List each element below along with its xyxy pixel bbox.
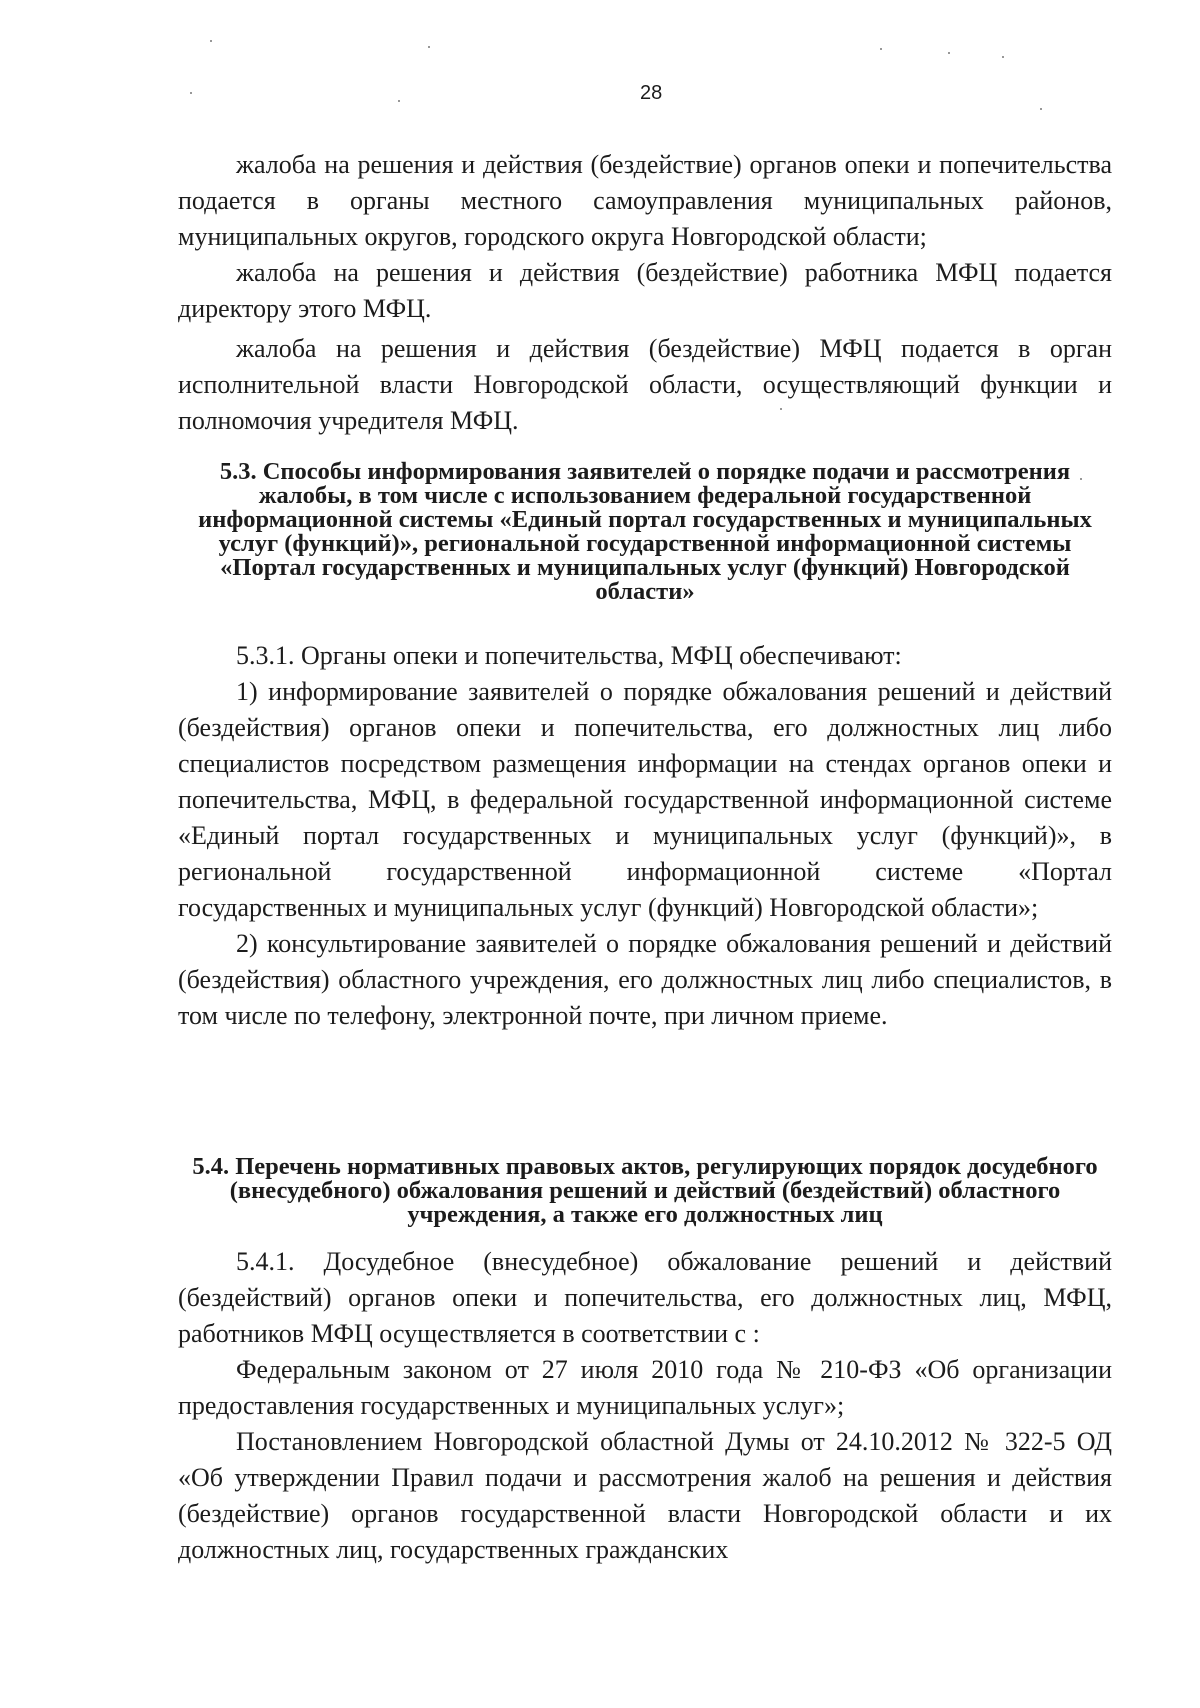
intro-text xyxy=(178,147,1112,439)
paragraph: Постановлением Новгородской областной Думы от 24.10.2012 № 322-5 ОД «Об утверждении Правил подачи и рассмотрения жалоб на решения и действия (бездействие) органов государственной власти Новгородской области и их должностных лиц, государственных гражданских xyxy=(178,1427,1112,1564)
paragraph: жалоба на решения и действия (бездействие) работника МФЦ подается директору этого МФЦ. xyxy=(178,258,1112,323)
paragraph: Федеральным законом от 27 июля 2010 года № 210-ФЗ «Об организации предоставления государственных и муниципальных услуг»; xyxy=(178,1355,1112,1420)
section-5-4-body xyxy=(178,1244,1112,1568)
scan-speck xyxy=(1002,56,1004,58)
scan-speck xyxy=(880,48,882,50)
section-heading-5-4: 5.4. Перечень нормативных правовых актов, регулирующих порядок досудебного (внесудебного) обжалования решений и действий (бездействий) областного учреждения, а также его должностных лиц xyxy=(192,1153,1098,1228)
paragraph: жалоба на решения и действия (бездействие) МФЦ подается в орган исполнительной власти Новгородской области, осуществляющий функции и полномочия учредителя МФЦ. xyxy=(178,334,1112,435)
scan-speck xyxy=(210,40,212,42)
paragraph: 5.4.1. Досудебное (внесудебное) обжалование решений и действий (бездействий) органов опеки и попечительства, его должностных лиц, МФЦ, работников МФЦ осуществляется в соответствии с : xyxy=(178,1247,1112,1348)
page-number: 28 xyxy=(640,82,663,104)
paragraph: 2) консультирование заявителей о порядке обжалования решений и действий (бездействия) областного учреждения, его должностных лиц либо специалистов, в том числе по телефону, электронной почте, при личном приеме. xyxy=(178,929,1112,1030)
section-heading-5-3: 5.3. Способы информирования заявителей о порядке подачи и рассмотрения жалобы, в том числе с использованием федеральной государственной информационной системы «Единый портал государственных и муниципальных услуг (функций)», региональной государственной информационной системы «Портал государственных и муниципальных услуг (функций) Новгородской области» xyxy=(198,458,1092,605)
section-5-3-body xyxy=(178,638,1112,1034)
paragraph: жалоба на решения и действия (бездействие) органов опеки и попечительства подается в органы местного самоуправления муниципальных районов, муниципальных округов, городского округа Новгородской области; xyxy=(178,150,1112,251)
scan-speck xyxy=(428,46,430,48)
scan-speck xyxy=(398,100,400,102)
scan-speck xyxy=(1040,108,1042,110)
paragraph: 1) информирование заявителей о порядке обжалования решений и действий (бездействия) органов опеки и попечительства, его должностных лиц либо специалистов посредством размещения информации на стендах органов опеки и попечительства, МФЦ, в федеральной государственной информационной системе «Единый портал государственных и муниципальных услуг (функций)», в региональной государственной информационной системе «Портал государственных и муниципальных услуг (функций) Новгородской области»; xyxy=(178,677,1112,922)
scan-speck xyxy=(948,52,950,54)
scan-speck xyxy=(190,92,192,94)
paragraph: 5.3.1. Органы опеки и попечительства, МФЦ обеспечивают: xyxy=(236,641,902,670)
